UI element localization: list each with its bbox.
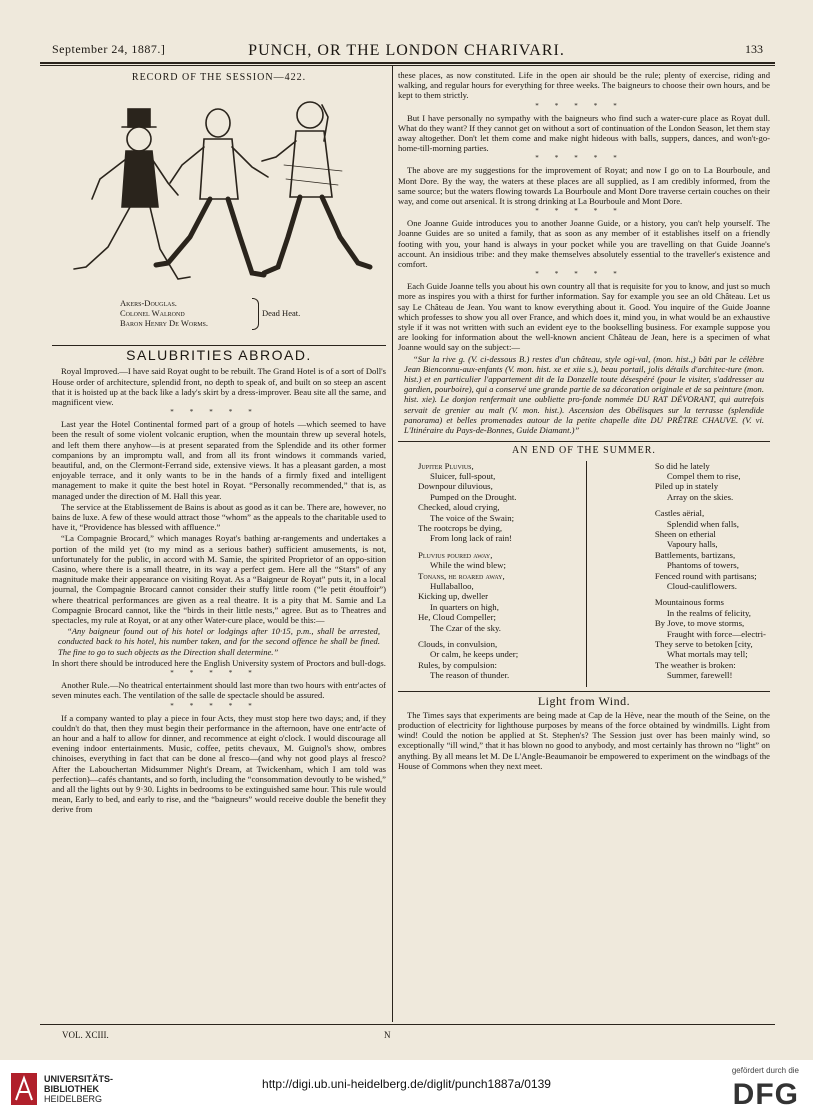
- poem-line: Clouds, in convulsion,: [418, 639, 498, 649]
- salubrities-quoted-rule: “Any baigneur found out of his hotel or lodgings after 10·15, p.m., shall be arrested, conducted back to his hotel, his number taken, and for the second offence he shall be fined. The fine to go to such objects as the Direction shall determine.”: [58, 626, 380, 657]
- poem-line: Phantoms of towers,: [666, 560, 739, 571]
- caption-line-2: Colonel Walrond: [120, 308, 185, 318]
- separator-stars: *****: [170, 408, 268, 417]
- signature-mark: N: [384, 1030, 391, 1040]
- poem-body: [418, 461, 766, 687]
- masthead-title: PUNCH, OR THE LONDON CHARIVARI.: [248, 42, 565, 59]
- poem-line: The reason of thunder.: [430, 670, 510, 681]
- poem-line: Vapoury halls,: [666, 539, 718, 550]
- header-rule-thin: [40, 65, 775, 66]
- poem-line: The Czar of the sky.: [430, 622, 502, 633]
- header-rule: [40, 62, 775, 64]
- joanne-quotation: “Sur la rive g. (V. ci-dessous B.) restes d'un château, style ogi-val, (mon. hist.,) bâti par le célèbre Jean Bienconnu-aux-enfants (V. mon. hist. xe et xiie s.), beau portail, jolis détails d'architec-ture (mon. hist.) et en particulier l'appartement dit de la Donzelle toute désespéré (pour le visiter, s'addresser au gardien, pourboire), qui a conservé une grande partie de sa décoration originale et de sa peinture (mon. hist. xie). Le donjon renfermait une oubliette pro-fonde nommée DU RAT DÉVORANT, qui autrefois servait de grenier au malt (V. mon. hist.). Ascension des Obélisques sur la terrasse (splendide panorama) et belles promenades autour de la petite chapelle dite DU PRÊTRE CHAUVE. (V. vi. L'Itinéraire du Pays-de-Bonnes, Guide Diamant.)”: [404, 353, 764, 436]
- poem-line: In the realms of felicity,: [666, 607, 752, 618]
- separator-stars: *****: [535, 101, 633, 110]
- library-line-2: BIBLIOTHEK: [44, 1084, 99, 1094]
- left-column: [52, 70, 386, 1025]
- poem-line: The voice of the Swain;: [430, 512, 515, 523]
- poem-line: What mortals may tell;: [666, 649, 748, 660]
- right-column: [398, 70, 770, 1025]
- poem-line: Rules, by compulsion:: [418, 659, 497, 670]
- salubrities-paragraph-7: If a company wanted to play a piece in four Acts, they must stop here two days; and, if they couldn't do that, then they must begin their performance in the afternoon, have one entr'acte of an hour and a half to allow for dinner, and recommence at eight o'clock. I would discourage all evening indoor entertainments. Music, coffee, petits chevaux, M. Guignol's show, ombres chinoises, everything in fact that can be done al fresco—(and why not good plays al fresco? After the Labouchertan Midsummer Night's Dream, at Twickenham, which I am told was perfection)—cafés chantants, and so forth, including the “consommation devoutly to be wished,” and all the lights out by 9·30. Lights in bedrooms to be extinguished same hour. This rule would mean, Early to bed, and early to rise, and the “baigneurs” would receive double the benefit they derive from: [52, 712, 386, 815]
- poem-line: Fraught with force—electri-: [666, 628, 766, 639]
- right-paragraph-1: these places, as now constituted. Life in the open air should be the rule; plenty of exercise, riding and walking, and regular hours for everything for three weeks. The baigneurs to choose their own hours, and be kept to them strictly.: [398, 70, 770, 101]
- caption-line-3: Baron Henry De Worms.: [120, 318, 208, 328]
- poem-stanza: [655, 508, 766, 591]
- poem-line: They serve to betoken [city,: [654, 639, 753, 649]
- salubrities-paragraph-4: “La Compagnie Brocard,” which manages Royat's bathing ar-rangements and undertakes a portion of the mild yet (to my mind as a serious bather) sufficient amusements, is not, unfortunately for the public, in accord with M. Samie, the spirited Proprietor of an oppo-sition Casino, where there is a small theatre, in its way a perfect gem. Here all the “Stars” of any magnitude make their appearance on visiting Royat. As a “Baigneur de Royat” puts it, in a local journal, the Compagnie Brocard cannot consider their stuffy little room (“le petit étouffoir”) where theatrical performances are given as a real theatre. It is a pity that M. Samie and La Compagnie Brocard cannot, like the “birds in their little nests,” agree. But as to Theatres and spectacles, my rule at Royat, or at any other Water-cure place, would be this:—: [52, 533, 386, 626]
- caption-line-1: Akers-Douglas.: [120, 298, 177, 308]
- poem-stanza: [418, 639, 518, 681]
- poem-line: So did he lately: [654, 460, 710, 471]
- salubrities-title: SALUBRITIES ABROAD.: [126, 347, 312, 364]
- wind-paragraph: The Times says that experiments are being made at Cap de la Hève, near the mouth of the Seine, on the production of electricity for lighthouse purposes by means of the force obtained by windmills. Light from wind! Could the notion be applied at St. Stephen's? The Session just over has been mainly wind, so exceptionally “ill wind,” that it has blown no good to anybody, and most certainly has thrown no “light” on anything. By all means let M. De L'Angle-Beaumanoir be empowered to experiment on the windbags of the House of Commons when they next meet.: [398, 709, 770, 771]
- poem-line: Compel them to rise,: [666, 470, 741, 481]
- poem-stanza: [655, 597, 766, 680]
- poem-stanza: [418, 461, 518, 544]
- poem-line: Sheen on etherial: [654, 528, 716, 539]
- library-line-3: HEIDELBERG: [44, 1094, 103, 1104]
- poem-line: Or calm, he keeps under;: [430, 649, 519, 660]
- volume-number: VOL. XCIII.: [62, 1030, 109, 1040]
- wind-title: Light from Wind.: [537, 693, 631, 708]
- poem-line: Pluvius poured away,: [418, 549, 493, 560]
- poem-line: The weather is broken:: [654, 659, 736, 670]
- poem-line: Checked, aloud crying,: [418, 502, 500, 513]
- poem-line: Array on the skies.: [666, 491, 734, 502]
- right-paragraph-5: Each Guide Joanne tells you about his own country all that is requisite for you to know, and just so much more as inspires you with a thirst for further information. Say for example you see an old Château. Let us say Le Château de Jean. You want to know everything about it. Good. You inquire of the Guide Joanne which professes to show you all over France, and which does it, mind you, in what would be an exhaustive style if it was not written with such an evident eye to the bookselling business. For example suppose you are looking for information about the well-known ancient Château de Jean, here is a specimen of what Joanne would say on the subject:—: [398, 281, 770, 353]
- poem-line: From long lack of rain!: [430, 533, 513, 544]
- poem-divider: [586, 461, 587, 687]
- right-paragraph-4: One Joanne Guide introduces you to another Joanne Guide, or a history, you can't help yourself. The Joanne Guides are so united a family, that as soon as any member of it establishes itself on a friendly footing with you, your hand is always in your pocket while you are travelling on that Guide Joanne's account. An insidious tribe: and they make themselves absolutely essential to the traveller's existence and comfort.: [398, 218, 770, 270]
- poem-title: AN END OF THE SUMMER.: [512, 445, 656, 457]
- cartoon-caption: [120, 298, 208, 328]
- poem-line: Summer, farewell!: [666, 670, 733, 681]
- column-divider: [392, 66, 393, 1022]
- poem-line: Hullaballoo,: [430, 580, 474, 591]
- separator-stars: *****: [535, 207, 633, 216]
- poem-line: Mountainous forms: [654, 597, 724, 608]
- salubrities-paragraph-2: Last year the Hotel Continental formed part of a group of hotels —which seemed to have been the result of some violent volcanic eruption, when the mountain threw up several hotels, and left them there anyhow—is at present separated from the Splendide and its other former companions by an impromptu wall, and from all its front windows it commands varied, beautiful, and, on the Clermont-Ferrand side, extensive views. It has a pleasant garden, a most enjoyable terrace, and it only wants to be in the hands of a firmly fixed and intelligent management to make it quite the best hotel in Royat. “Personally recommended,” that is, as managed under the direction of M. Hall this year.: [52, 419, 386, 501]
- poem-line: Cloud-cauliflowers.: [666, 580, 737, 591]
- section-rule: [398, 691, 770, 692]
- cartoon-illustration: [52, 87, 386, 305]
- poem-line: Kicking up, dweller: [418, 591, 489, 602]
- poem-line: He, Cloud Compeller;: [418, 612, 496, 623]
- separator-stars: *****: [535, 154, 633, 163]
- poem-left-column: [418, 461, 518, 687]
- dfg-logo[interactable]: DFG: [732, 1078, 799, 1111]
- funding-caption: gefördert durch die: [731, 1066, 799, 1075]
- section-rule: [52, 345, 386, 346]
- poem-line: While the wind blew;: [430, 560, 506, 571]
- right-paragraph-3: The above are my suggestions for the improvement of Royat; and now I go on to La Bourboule, and Mont Dore. By the way, the waters at these places are all supplied, as I am credibly informed, from the same source; but the waters flowing towards La Bourboule and Mont Dore traverse certain couches on their way, and come out arsenical. It is strong drinking at La Bourboule and Mont Dore.: [398, 165, 770, 207]
- library-line-1: UNIVERSITÄTS-: [44, 1074, 114, 1084]
- poem-line: Tonans, he roared away,: [418, 570, 505, 581]
- caption-brace: [252, 298, 259, 330]
- separator-stars: *****: [170, 669, 268, 678]
- permalink-url[interactable]: http://digi.ub.uni-heidelberg.de/diglit/punch1887a/0139: [262, 1077, 551, 1091]
- issue-date: September 24, 1887.]: [52, 42, 166, 56]
- right-paragraph-2: But I have personally no sympathy with the baigneurs who find such a water-cure place as Royat dull. What do they want? If they cannot get on without a sort of continuation of the London Season, let them stay away altogether. Don't let them come and make night hideous with balls, suppers, dances, and won't-go-home-till-morning parties.: [398, 112, 770, 154]
- salubrities-paragraph-1: Royal Improved.—I have said Royat ought to be rebuilt. The Grand Hotel is of a sort of Doll's House order of architecture, splendid front, no depth to speak of, and built on so steep an ascent that it is hoisted up at the back like a lady's skirt by a dress-improver. Beau site all the same, and magnificent view.: [52, 366, 386, 408]
- footer-rule: [40, 1024, 775, 1025]
- poem-line: Fenced round with partisans;: [654, 570, 757, 581]
- poem-line: Splendid when falls,: [666, 518, 739, 529]
- poem-line: Jupiter Pluvius,: [418, 460, 474, 471]
- separator-stars: *****: [170, 701, 268, 710]
- poem-line: By Jove, to move storms,: [654, 618, 745, 629]
- poem-line: The rootcrops be dying,: [418, 522, 503, 533]
- poem-stanza: [655, 461, 766, 503]
- salubrities-paragraph-3: The service at the Etablissement de Bains is about as good as it can be. There are, however, no bains de luxe. A few of these would attract those “whom” as the appeals to the charitable used to have it, “Providence has blessed with affluence.”: [52, 501, 386, 533]
- caption-dead-heat: Dead Heat.: [262, 308, 301, 318]
- poem-line: Downpour diluvious,: [418, 481, 493, 492]
- salubrities-paragraph-5: In short there should be introduced here the English University system of Proctors and bull-dogs.: [52, 657, 386, 668]
- separator-stars: *****: [535, 270, 633, 279]
- page-number: 133: [745, 42, 763, 56]
- poem-line: In quarters on high,: [430, 601, 499, 612]
- poem-stanza: [418, 550, 518, 633]
- section-rule: [398, 441, 770, 442]
- poem-line: Sluicer, full-spout,: [430, 470, 496, 481]
- poem-line: Piled up in stately: [654, 481, 719, 492]
- three-jockeys-drawing: [52, 87, 386, 305]
- poem-line: Pumped on the Drought.: [430, 491, 517, 502]
- poem-right-column: [655, 461, 766, 687]
- cartoon-title: RECORD OF THE SESSION—422.: [131, 72, 307, 83]
- poem-line: Battlements, bartizans,: [654, 549, 736, 560]
- salubrities-paragraph-6: Another Rule.—No theatrical entertainment should last more than two hours with entr'actes of seven minutes each. The ventilation of the salle de spectacle should be assured.: [52, 680, 386, 701]
- poem-line: Castles aërial,: [654, 508, 705, 519]
